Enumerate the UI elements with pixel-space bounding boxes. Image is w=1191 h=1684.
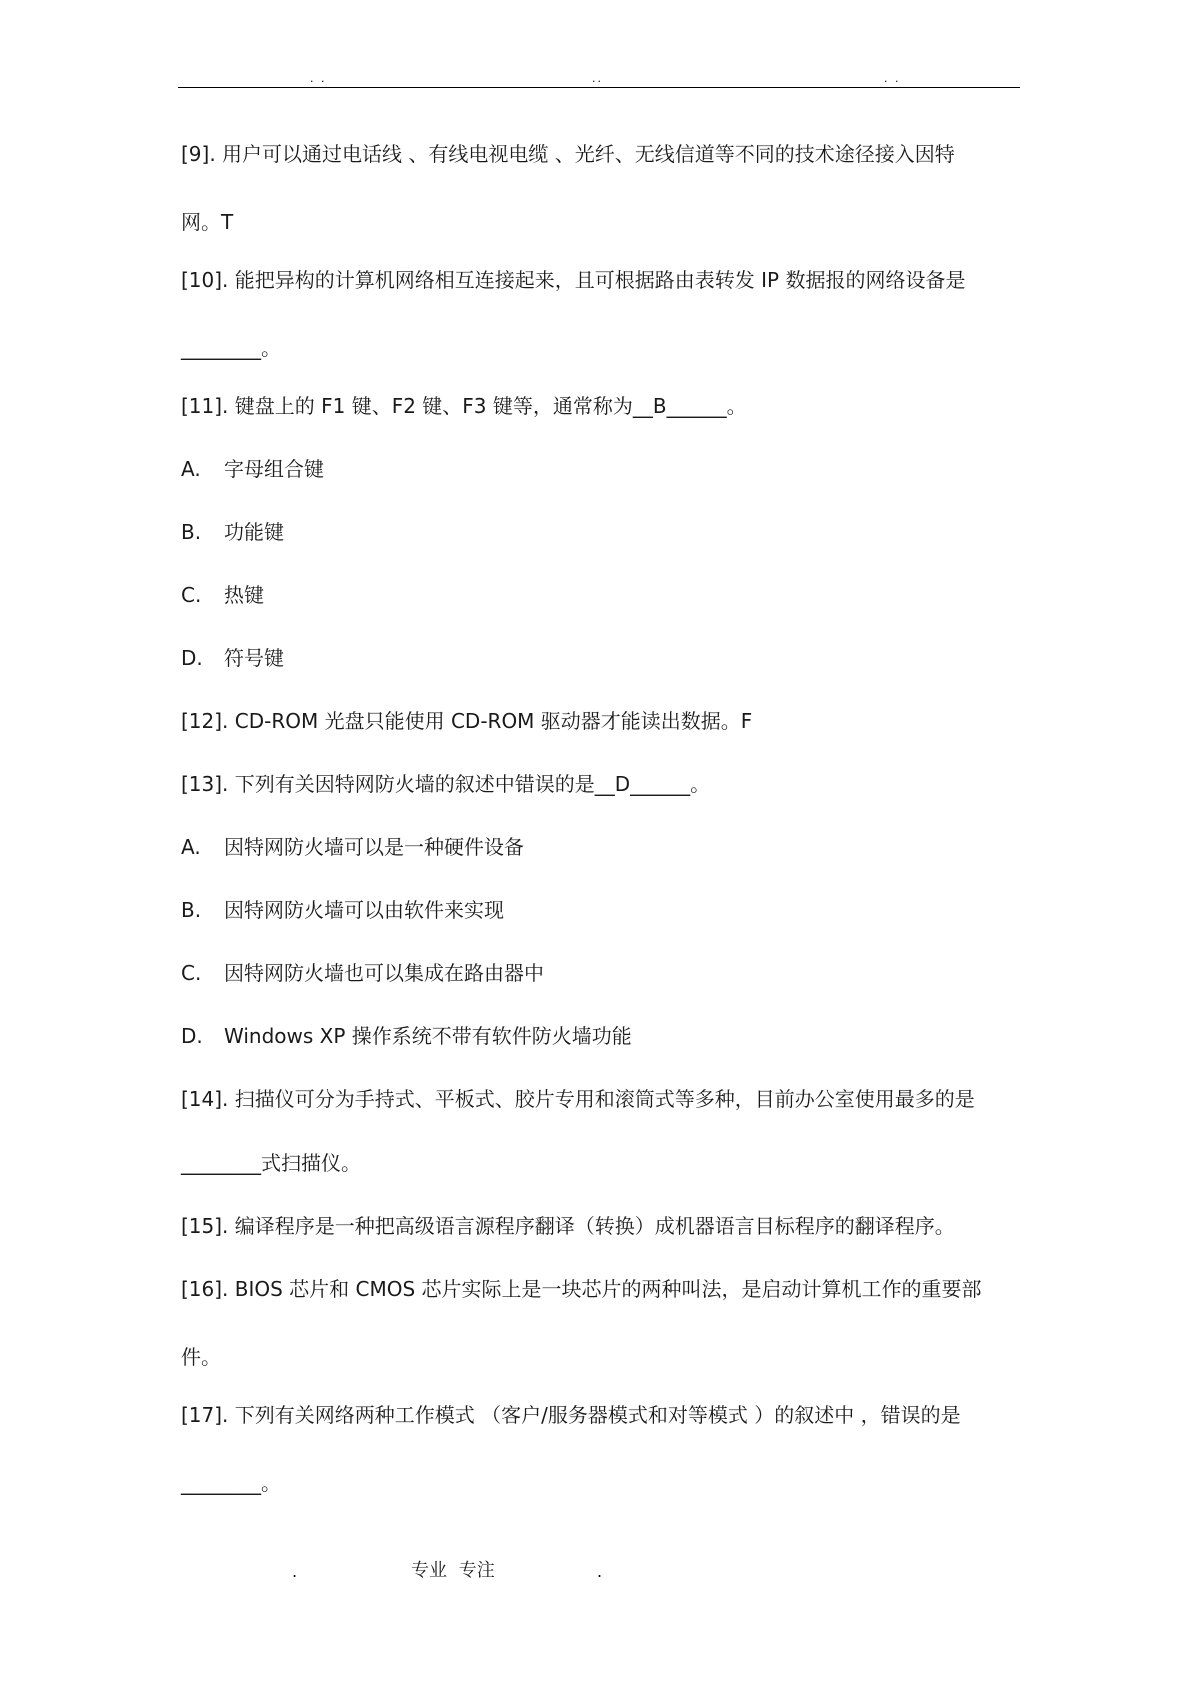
header-rule	[178, 87, 1020, 88]
question-10-line-2: ________。	[181, 336, 281, 360]
question-14-line-2: ________式扫描仪。	[181, 1151, 361, 1175]
option-letter: D.	[181, 646, 203, 670]
question-13-option-c	[181, 960, 544, 986]
footer-text: 专业 专注	[411, 1560, 495, 1581]
question-17-line-1: [17]. 下列有关网络两种工作模式 （客户/服务器模式和对等模式 ）的叙述中 ，错误的是	[181, 1403, 961, 1427]
footer-dot-left: .	[292, 1562, 298, 1581]
question-10-line-1: [10]. 能把异构的计算机网络相互连接起来，且可根据路由表转发 IP 数据报的网络设备是	[181, 268, 966, 292]
question-9-line-1: [9]. 用户可以通过电话线 、有线电视电缆 、光纤、无线信道等不同的技术途径接入因特	[181, 142, 955, 166]
question-11-option-d	[181, 645, 284, 671]
header-mark-right: . .	[884, 72, 901, 85]
option-text: 因特网防火墙可以是一种硬件设备	[224, 835, 524, 859]
question-11-text: [11]. 键盘上的 F1 键、F2 键、F3 键等，通常称为__B______。	[181, 394, 747, 418]
option-letter: D.	[181, 1024, 203, 1048]
option-text: 字母组合键	[224, 457, 324, 481]
option-letter: B.	[181, 898, 202, 922]
question-13-option-d	[181, 1023, 632, 1049]
option-text: 热键	[224, 583, 264, 607]
option-letter: C.	[181, 583, 202, 607]
header-mark-left: . .	[310, 72, 327, 85]
question-12-text: [12]. CD-ROM 光盘只能使用 CD-ROM 驱动器才能读出数据。F	[181, 709, 753, 733]
question-11-option-b	[181, 519, 284, 545]
question-17-line-2: ________。	[181, 1471, 281, 1495]
option-text: Windows XP 操作系统不带有软件防火墙功能	[224, 1024, 632, 1048]
option-letter: A.	[181, 457, 201, 481]
option-text: 功能键	[224, 520, 284, 544]
option-letter: C.	[181, 961, 202, 985]
question-16-line-1: [16]. BIOS 芯片和 CMOS 芯片实际上是一块芯片的两种叫法，是启动计算机工作的重要部	[181, 1277, 982, 1301]
question-11-option-a	[181, 456, 324, 482]
option-text: 因特网防火墙可以由软件来实现	[224, 898, 504, 922]
option-letter: B.	[181, 520, 202, 544]
header-mark-center: ..	[592, 72, 603, 85]
option-text: 符号键	[224, 646, 284, 670]
question-13-option-a	[181, 834, 524, 860]
question-13-text: [13]. 下列有关因特网防火墙的叙述中错误的是__D______。	[181, 772, 711, 796]
question-16-line-2: 件。	[181, 1345, 221, 1369]
question-14-line-1: [14]. 扫描仪可分为手持式、平板式、胶片专用和滚筒式等多种，目前办公室使用最多的是	[181, 1087, 975, 1111]
footer-dot-right: .	[597, 1562, 603, 1581]
option-letter: A.	[181, 835, 201, 859]
question-11-option-c	[181, 582, 264, 608]
option-text: 因特网防火墙也可以集成在路由器中	[224, 961, 544, 985]
question-15-text: [15]. 编译程序是一种把高级语言源程序翻译（转换）成机器语言目标程序的翻译程序。	[181, 1214, 955, 1238]
question-9-line-2: 网。T	[181, 210, 234, 234]
question-13-option-b	[181, 897, 504, 923]
